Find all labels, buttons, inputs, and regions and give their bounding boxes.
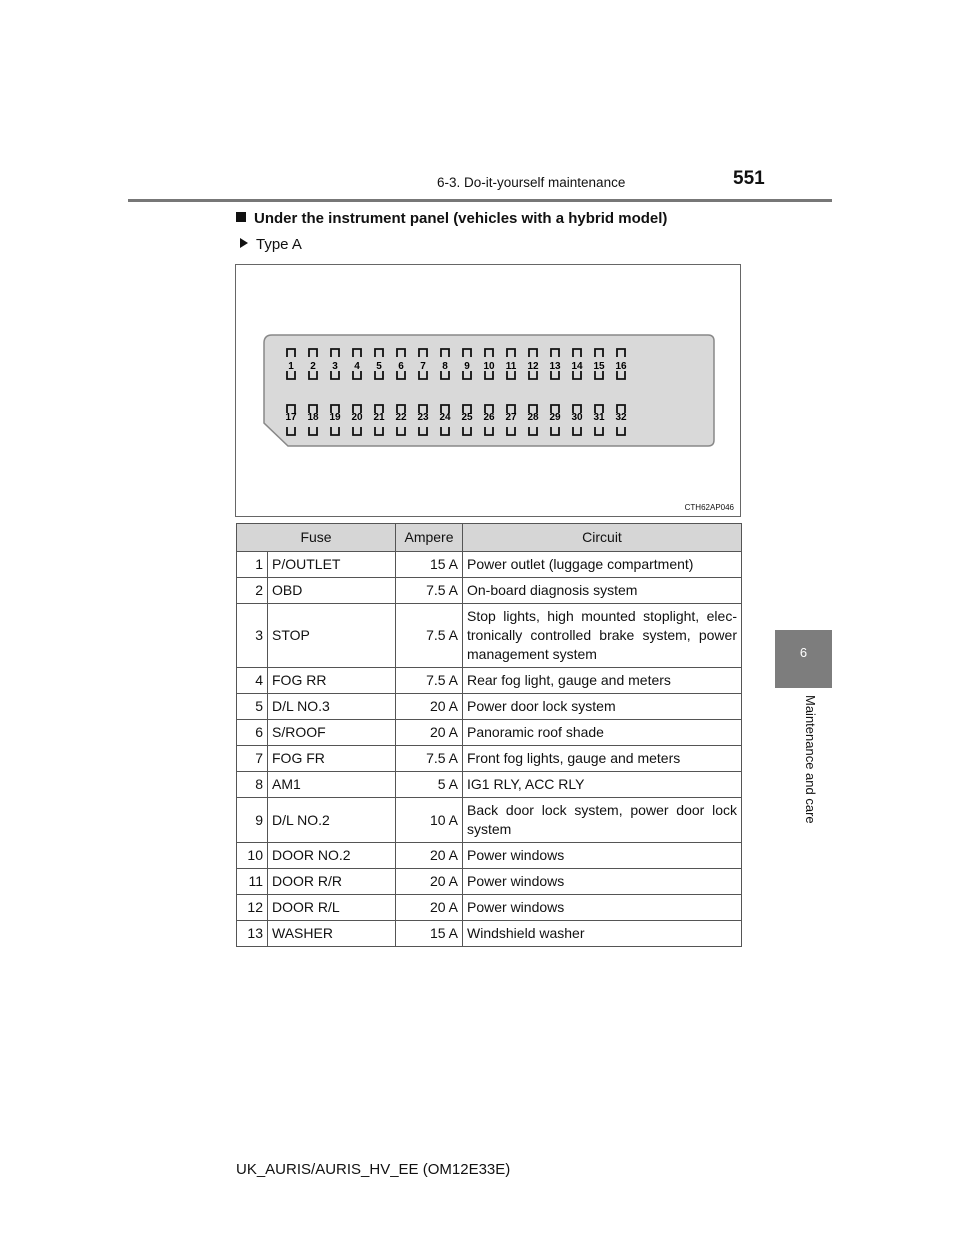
fuse-ampere: 20 A [396, 720, 463, 746]
fuse-ampere: 5 A [396, 772, 463, 798]
fuse-name: DOOR R/R [268, 869, 396, 895]
fuse-slot-number: 31 [593, 412, 605, 423]
fuse-slot-number: 10 [483, 361, 495, 372]
table-row [237, 720, 742, 746]
fuse-number: 1 [237, 552, 268, 578]
fuse-slot-number: 15 [593, 361, 605, 372]
section-heading [236, 210, 667, 227]
fuse-ampere: 10 A [396, 798, 463, 843]
fuse-number: 10 [237, 843, 268, 869]
table-header-row [237, 524, 742, 552]
fuse-slot-number: 5 [376, 361, 382, 372]
fuse-slot-number: 30 [571, 412, 583, 423]
fuse-name: D/L NO.3 [268, 694, 396, 720]
fuse-slot-number: 11 [505, 361, 517, 372]
fuse-circuit: Back door lock system, power door lock system [463, 798, 742, 843]
fuse-slot-number: 12 [527, 361, 539, 372]
fuse-circuit: Power door lock system [463, 694, 742, 720]
fuse-name: AM1 [268, 772, 396, 798]
fuse-ampere: 15 A [396, 921, 463, 947]
fuse-name: DOOR R/L [268, 895, 396, 921]
fuse-slot-number: 7 [420, 361, 426, 372]
fuse-slot-number: 18 [307, 412, 319, 423]
fuse-number: 6 [237, 720, 268, 746]
fuse-circuit: Power windows [463, 869, 742, 895]
figure-code: CTH62AP046 [684, 503, 734, 512]
table-row [237, 895, 742, 921]
type-subheading-text: Type A [256, 236, 302, 253]
table-row [237, 869, 742, 895]
fuse-slot-number: 17 [285, 412, 297, 423]
fuse-circuit: On-board diagnosis system [463, 578, 742, 604]
fuse-slot-number: 21 [373, 412, 385, 423]
fuse-circuit: Rear fog light, gauge and meters [463, 668, 742, 694]
fuse-slot-number: 8 [442, 361, 448, 372]
type-subheading [236, 236, 302, 253]
header-ampere: Ampere [396, 524, 463, 552]
chapter-label [802, 695, 822, 845]
fuse-slot-number: 28 [527, 412, 539, 423]
table-row [237, 921, 742, 947]
fuse-ampere: 7.5 A [396, 604, 463, 668]
header-divider [128, 199, 832, 202]
fuse-ampere: 7.5 A [396, 668, 463, 694]
triangle-bullet-icon [240, 238, 248, 248]
fuse-slot-number: 2 [310, 361, 316, 372]
table-row [237, 604, 742, 668]
section-title: 6-3. Do-it-yourself maintenance [437, 175, 626, 190]
fuse-slot-number: 32 [615, 412, 627, 423]
fuse-slot-number: 23 [417, 412, 429, 423]
table-row [237, 746, 742, 772]
fuse-circuit: Power windows [463, 843, 742, 869]
chapter-label-text: Maintenance and care [803, 695, 818, 824]
fuse-slot-number: 19 [329, 412, 341, 423]
fuse-slot-number: 27 [505, 412, 517, 423]
fuse-ampere: 20 A [396, 694, 463, 720]
header-fuse: Fuse [237, 524, 396, 552]
fuse-slot-number: 26 [483, 412, 495, 423]
fuse-circuit: Power outlet (luggage compartment) [463, 552, 742, 578]
fuse-number: 3 [237, 604, 268, 668]
fuse-ampere: 20 A [396, 895, 463, 921]
section-heading-text: Under the instrument panel (vehicles with a hybrid model) [254, 210, 668, 227]
table-row [237, 552, 742, 578]
table-row [237, 798, 742, 843]
fuse-slot-number: 24 [439, 412, 451, 423]
fuse-slot-number: 29 [549, 412, 561, 423]
fuse-name: P/OUTLET [268, 552, 396, 578]
fuse-slot-number: 6 [398, 361, 404, 372]
fuse-slot-number: 25 [461, 412, 473, 423]
fuse-slot-number: 3 [332, 361, 338, 372]
fuse-number: 12 [237, 895, 268, 921]
fuse-circuit: IG1 RLY, ACC RLY [463, 772, 742, 798]
fuse-slot-number: 4 [354, 361, 360, 372]
manual-code: UK_AURIS/AURIS_HV_EE (OM12E33E) [236, 1161, 511, 1178]
fuse-slot-number: 9 [464, 361, 470, 372]
table-row [237, 694, 742, 720]
fuse-name: FOG FR [268, 746, 396, 772]
square-bullet-icon [236, 212, 246, 222]
fuse-name: S/ROOF [268, 720, 396, 746]
fuse-number: 4 [237, 668, 268, 694]
fuse-name: OBD [268, 578, 396, 604]
fuse-number: 13 [237, 921, 268, 947]
fuse-ampere: 7.5 A [396, 746, 463, 772]
table-row [237, 668, 742, 694]
fuse-ampere: 15 A [396, 552, 463, 578]
header-circuit: Circuit [463, 524, 742, 552]
table-row [237, 772, 742, 798]
page-number: 551 [733, 168, 765, 189]
fuse-name: FOG RR [268, 668, 396, 694]
fuse-ampere: 7.5 A [396, 578, 463, 604]
fuse-slot-number: 1 [288, 361, 294, 372]
fuse-circuit: Power windows [463, 895, 742, 921]
fuse-circuit: Windshield washer [463, 921, 742, 947]
fuse-circuit: Panoramic roof shade [463, 720, 742, 746]
fuse-table [236, 523, 742, 947]
fuse-slot-number: 22 [395, 412, 407, 423]
fuse-slot-number: 20 [351, 412, 363, 423]
fuse-box-diagram [236, 265, 742, 518]
fuse-name: STOP [268, 604, 396, 668]
fuse-ampere: 20 A [396, 843, 463, 869]
fuse-number: 7 [237, 746, 268, 772]
fuse-number: 5 [237, 694, 268, 720]
table-row [237, 578, 742, 604]
chapter-tab: 6 [775, 630, 832, 688]
table-row [237, 843, 742, 869]
fuse-ampere: 20 A [396, 869, 463, 895]
fuse-name: WASHER [268, 921, 396, 947]
fuse-number: 11 [237, 869, 268, 895]
fuse-number: 8 [237, 772, 268, 798]
fuse-name: DOOR NO.2 [268, 843, 396, 869]
fuse-number: 2 [237, 578, 268, 604]
fuse-slot-number: 16 [615, 361, 627, 372]
fuse-name: D/L NO.2 [268, 798, 396, 843]
fuse-circuit: Front fog lights, gauge and meters [463, 746, 742, 772]
fuse-slot-number: 13 [549, 361, 561, 372]
fuse-number: 9 [237, 798, 268, 843]
fuse-box-figure [235, 264, 741, 517]
fuse-slot-number: 14 [571, 361, 583, 372]
fuse-circuit: Stop lights, high mounted stoplight, elec-tronically controlled brake system, power management system [463, 604, 742, 668]
